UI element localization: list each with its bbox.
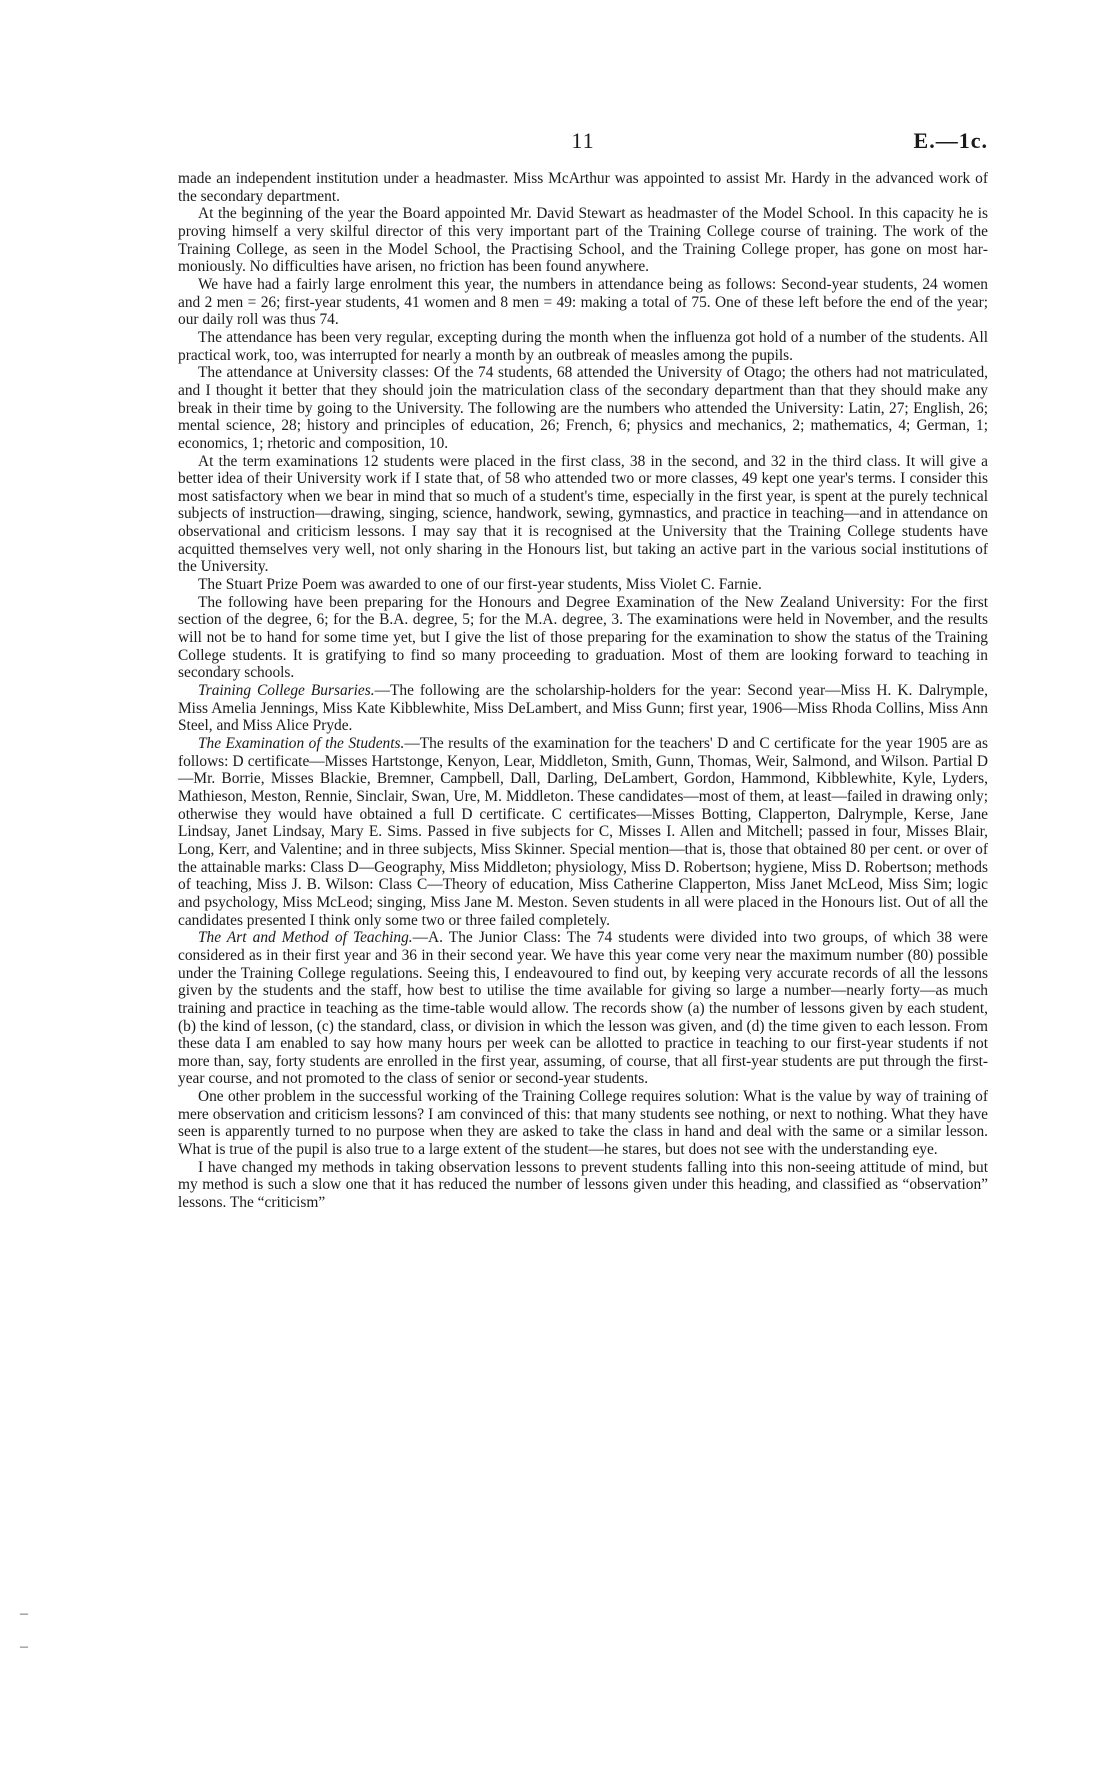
- paragraph: [178, 594, 988, 682]
- paragraph: [178, 170, 988, 205]
- paragraph-bursaries: [178, 682, 988, 735]
- margin-mark: –: [20, 1605, 28, 1622]
- paragraph-text: —The following are the scholarship-holders for the year: Second year—Miss H. K. Dalrymple, Miss Amelia Jennings, Miss Kate Kibblewhite, Miss DeLambert, and Miss Gunn; first year, 1906—Miss Rhoda Collins, Miss Ann Steel, and Miss Alice Pryde.: [178, 682, 988, 735]
- paragraph-text: The Stuart Prize Poem was awarded to one of our first-year students, Miss Violet C. Farnie.: [198, 576, 762, 594]
- paragraph-text: We have had a fairly large enrolment this year, the numbers in attendance being as follows: Second-year students, 24 women and 2 men = 26; first-year students, 41 women and 8 men = 49: making a total of 75. One of these left before the end of the year; our daily roll was thus 74.: [178, 275, 988, 329]
- paragraph: [178, 1088, 988, 1159]
- paragraph-text: I have changed my methods in taking observation lessons to prevent students falling into this non-seeing attitude of mind, but my method is such a slow one that it has reduced the number of lessons given under this heading, and classified as “observation” lessons. The “criticism”: [178, 1158, 988, 1212]
- margin-mark: –: [20, 1638, 28, 1655]
- paragraph: [178, 329, 988, 364]
- page-header: [178, 128, 988, 158]
- paragraph-text: The attendance has been very regular, excepting during the month when the influenza got hold of a number of the students. All practical work, too, was interrupted for nearly a month by an outbreak of measles among the pupils.: [178, 328, 988, 364]
- page-number: 11: [571, 128, 595, 153]
- paragraph-text: —The results of the examination for the teachers' D and C certificate for the year 1905 are as follows: D certificate—Misses Hartstonge, Kenyon, Lear, Middleton, Smith, Gunn, Thomas, Weir, Salmond, and Wilson. Partial D—Mr. Borrie, Misses Blackie, Bremner, Campbell, Dall, Darling, DeLambert, Gordon, Hammond, Kibblewhite, Kyle, Lyders, Mathieson, Meston, Rennie, Sinclair, Swan, Ure, M. Middleton. These candidates—most of them, at least—failed in drawing only; otherwise they would have obtained a full D certificate. C certificates—Misses Botting, Clapperton, Dalrymple, Kerse, Jane Lindsay, Janet Lindsay, Mary E. Sims. Passed in five subjects for C, Misses I. Allen and Mitchell; passed in four, Misses Blair, Long, Kerr, and Valentine; and in three subjects, Miss Skinner. Special mention—that is, those that obtained 80 per cent. or over of the attainable marks: Class D—Geography, Miss Middleton; physiology, Miss D. Robertson; hygiene, Miss D. Robertson; methods of teaching, Miss J. B. Wilson: Class C—Theory of education, Miss Catherine Clapperton, Miss Janet McLeod, Miss Sim; logic and psychology, Miss McLeod; singing, Miss Jane M. Meston. Seven students in all were placed in the Honours list. Out of all the candidates presented I think only some two or three failed completely.: [178, 735, 989, 929]
- paragraph-text: At the beginning of the year the Board appointed Mr. David Stewart as headmaster of the Model School. In this capacity he is proving himself a very skilful director of this very important part of the Training College course of training. The work of the Training College, as seen in the Model School, the Practising School, and the Training College proper, has gone on most harmoniously. No difficulties have arisen, no friction has been found anywhere.: [178, 205, 988, 276]
- paragraph-text: The following have been preparing for the Honours and Degree Examination of the New Zealand University: For the first section of the degree, 6; for the B.A. degree, 5; for the M.A. degree, 3. The examinations were held in November, and the results will not be to hand for some time yet, but I give the list of those preparing for the examination to show the status of the Training College students. It is gratifying to find so many proceeding to graduation. Most of them are looking forward to teaching in secondary schools.: [178, 593, 988, 682]
- paragraph: [178, 205, 988, 276]
- paragraph-text: —A. The Junior Class: The 74 students were divided into two groups, of which 38 were considered as in their first year and 36 in their second year. We have this year come very near the maximum number (80) possible under the Training College regulations. Seeing this, I endeavoured to find out, by keeping very accurate records of all the lessons given by the students and the staff, how best to utilise the time available for giving so large a number—nearly forty—as much training and practice in teaching as the time-table would allow. The records show (a) the number of lessons given by each student, (b) the kind of lesson, (c) the standard, class, or division in which the lesson was given, and (d) the time given to each lesson. From these data I am enabled to say how many hours per week can be allotted to practice in teaching to our first-year students if not more than, say, forty students are enrolled in the first year, assuming, of course, that all first-year students are put through the first-year course, and not promoted to the class of senior or second-year students.: [178, 929, 988, 1088]
- section-heading-bursaries: Training College Bursaries.: [198, 682, 375, 700]
- paragraph-art-method: [178, 929, 988, 1088]
- paragraph-text: One other problem in the successful working of the Training College requires solution: What is the value by way of training of mere observation and criticism lessons? I am convinced of this: that many students see nothing, or next to nothing. What they have seen is apparently turned to no purpose when they are asked to take the class in hand and deal with the same or a similar lesson. What is true of the pupil is also true to a large extent of the student—he stares, but does not see with the understanding eye.: [178, 1088, 988, 1159]
- paragraph-text: made an independent institution under a headmaster. Miss McArthur was appointed to assist Mr. Hardy in the advanced work of the secondary department.: [178, 170, 988, 205]
- document-reference: E.—1c.: [913, 128, 988, 153]
- section-heading-art-method: The Art and Method of Teaching.: [198, 929, 413, 947]
- section-heading-examination: The Examination of the Students.: [198, 735, 405, 752]
- paragraph: [178, 364, 988, 452]
- paragraph-examination: [178, 735, 988, 929]
- paragraph: [178, 576, 988, 594]
- report-body: [178, 170, 988, 1212]
- paragraph: [178, 276, 988, 329]
- paragraph: [178, 1159, 988, 1212]
- paragraph: [178, 453, 988, 577]
- paragraph-text: The attendance at University classes: Of the 74 students, 68 attended the University of Otago; the others had not matriculated, and I thought it better that they should join the matriculation class of the secondary department than that they should make any break in their time by going to the University. The following are the numbers who attended the University: Latin, 27; English, 26; mental science, 28; history and principles of education, 26; French, 6; physics and mechanics, 2; mathematics, 4; German, 1; economics, 1; rhetoric and composition, 10.: [178, 364, 988, 452]
- paragraph-text: At the term examinations 12 students were placed in the first class, 38 in the second, and 32 in the third class. It will give a better idea of their University work if I state that, of 58 who attended two or more classes, 49 kept one year's terms. I consider this most satisfactory when we bear in mind that so much of a student's time, especially in the first year, is spent at the purely technical subjects of instruction—drawing, singing, science, handwork, sewing, gymnastics, and practice in teaching—and in attendance on observational and criticism lessons. I may say that it is recognised at the University that the Training College students have acquitted themselves very well, not only sharing in the Honours list, but taking an active part in the various social institutions of the University.: [178, 452, 988, 576]
